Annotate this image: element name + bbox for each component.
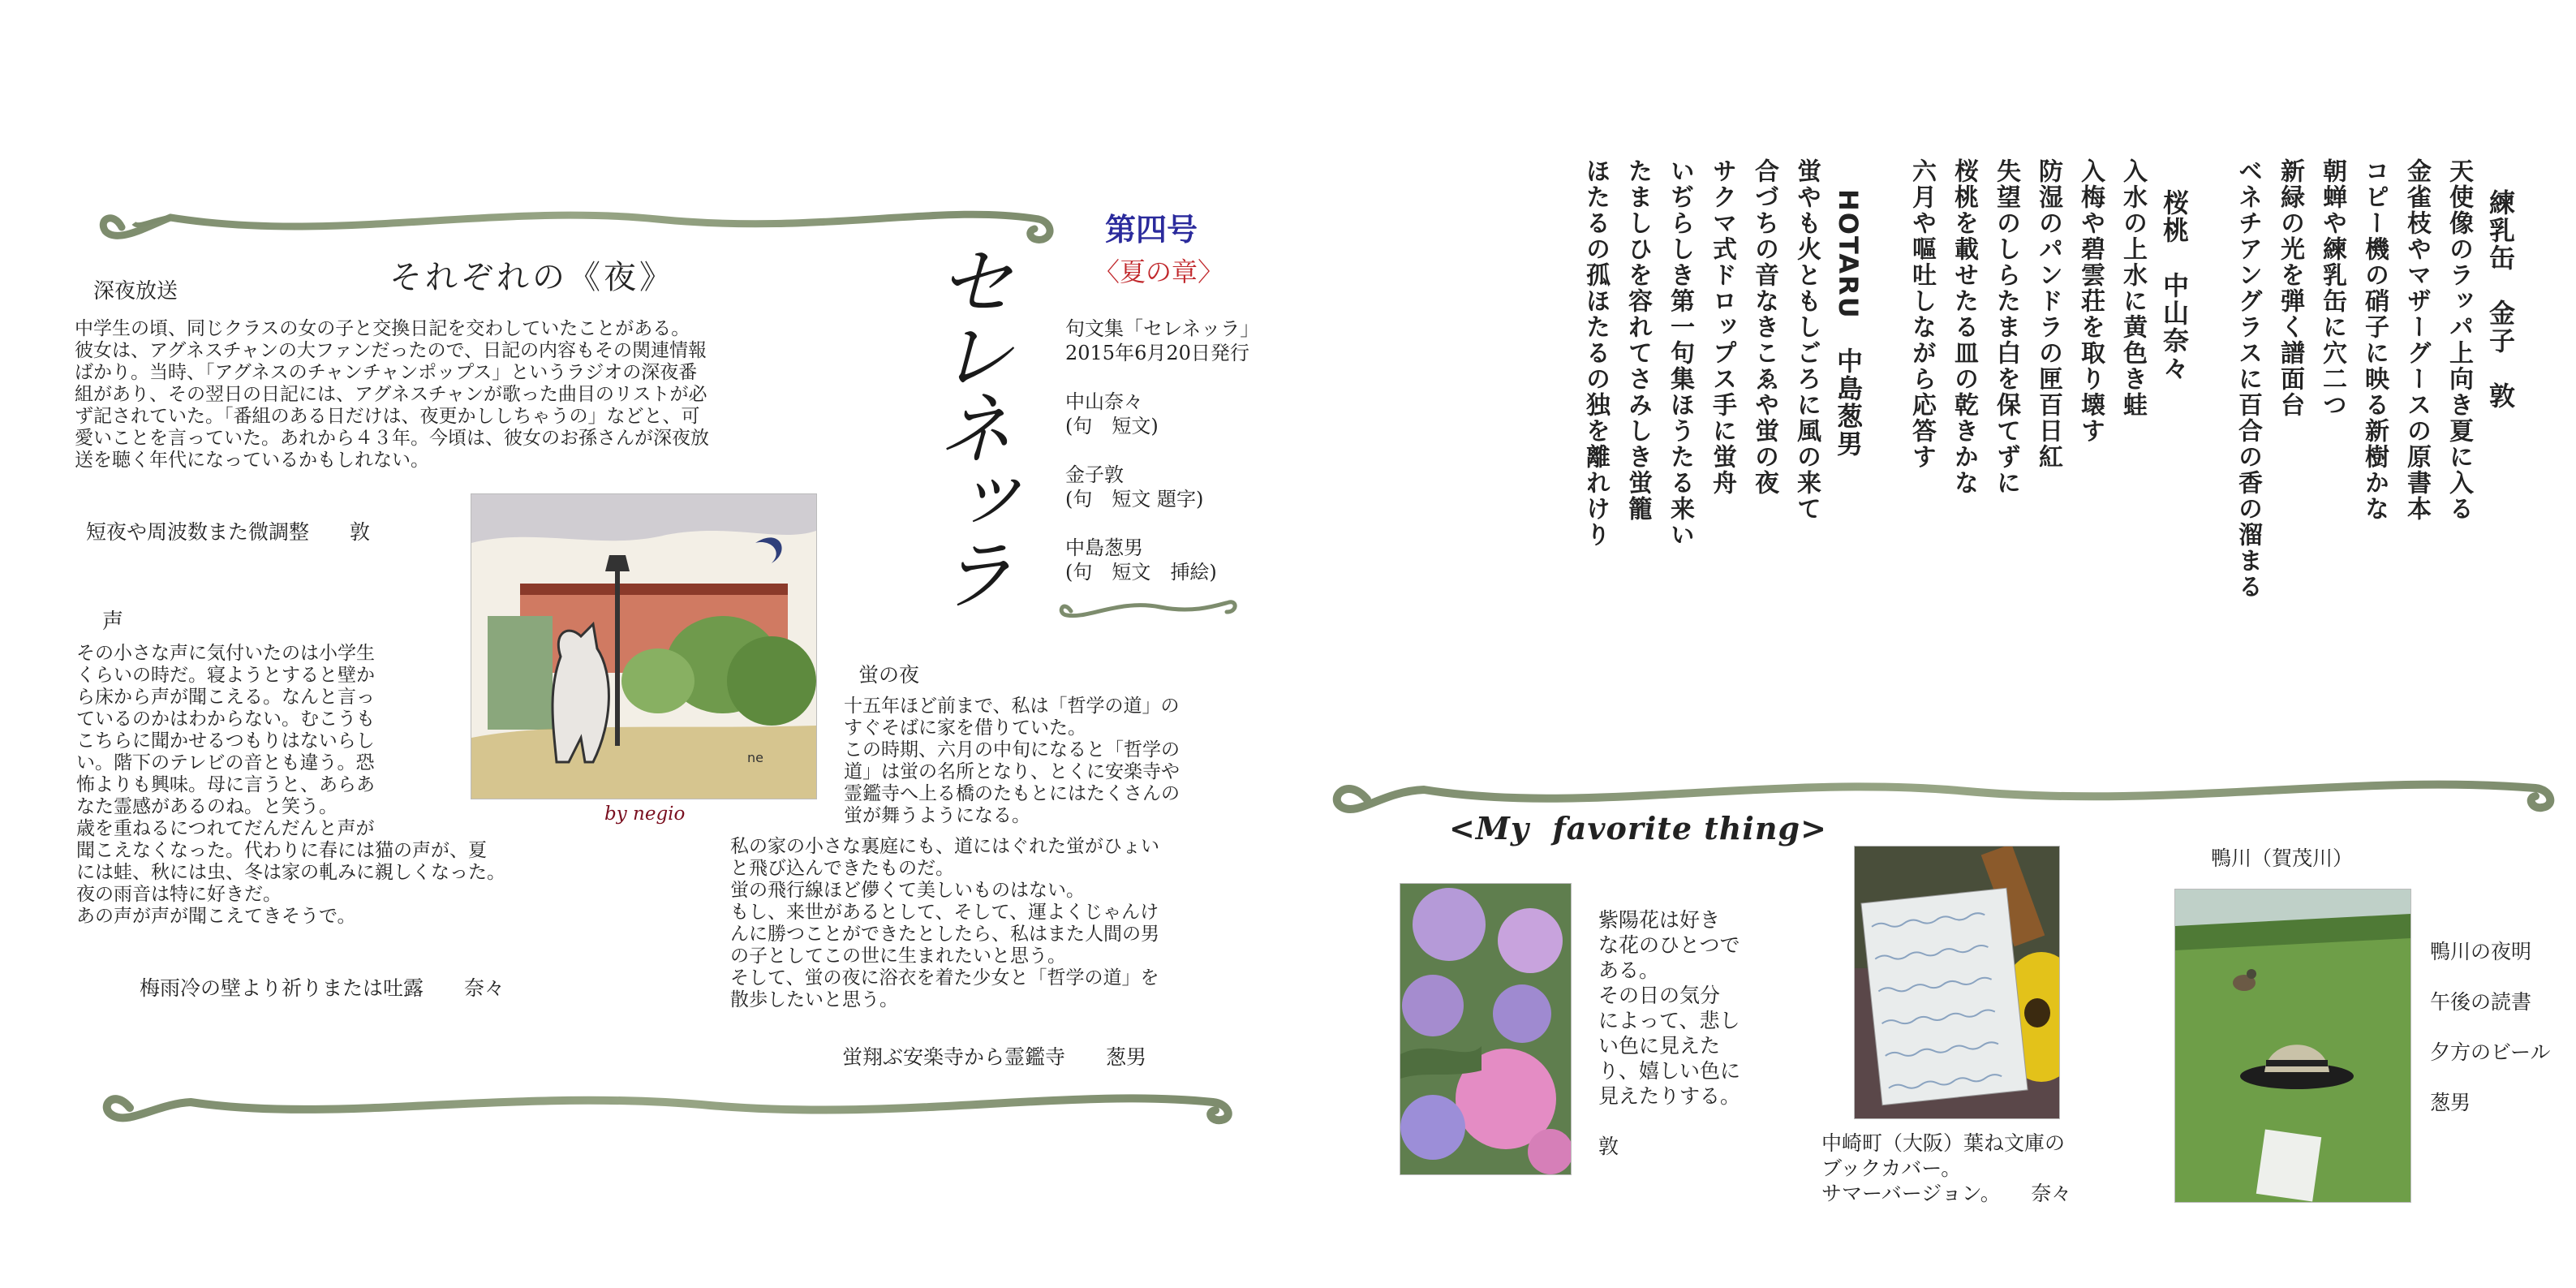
haiku-series-title: 練乳缶 金子 敦 — [2485, 189, 2516, 410]
section3-haiku: 蛍翔ぶ安楽寺から霊鑑寺 葱男 — [842, 1045, 1147, 1069]
haiku-verse: サクマ式ドロップス手に蛍舟 — [1708, 158, 1736, 496]
item1-line: によって、悲し — [1598, 1009, 1740, 1032]
item1-author: 敦 — [1598, 1135, 1619, 1158]
item1-line: ある。 — [1598, 958, 1660, 982]
item3-line: 夕方のビール — [2430, 1040, 2551, 1064]
section2-line: なた霊感があるのね。と笑う。 — [76, 796, 338, 817]
haiku-verse: コピー機の硝子に映る新樹かな — [2360, 158, 2389, 522]
favorites-heading: <My favorite thing> — [1449, 810, 1827, 846]
haiku-verse: 新緑の光を弾く譜面台 — [2276, 158, 2304, 418]
section1-line: ず記されていた。「番組のある日だけは、夜更かししちゃうの」などと、可 — [75, 406, 700, 427]
section2-line: あの声が声が聞こえてきそうで。 — [76, 906, 356, 927]
illustration-caption: by negio — [604, 803, 686, 825]
section3-line: 私の家の小さな裏庭にも、道にはぐれた蛍がひょい — [730, 836, 1159, 857]
bookcover-photo — [1854, 846, 2060, 1119]
haiku-series-title: 桜桃 中山奈々 — [2159, 189, 2190, 382]
section1-line: 愛いことを言っていた。あれから４３年。今頃は、彼女のお孫さんが深夜放 — [75, 428, 709, 449]
issue-number: 第四号 — [1105, 212, 1198, 248]
item1-line: な花のひとつで — [1598, 933, 1740, 957]
item3-line: 鴨川の夜明 — [2430, 940, 2532, 963]
haiku-verse: 天使像のラッパ上向き夏に入る — [2445, 158, 2473, 522]
haiku-verse: 金雀枝やマザーグースの原書本 — [2402, 158, 2431, 522]
item1-line: り、嬉しい色に — [1598, 1059, 1741, 1083]
section-heading-shinya: 深夜放送 — [93, 279, 178, 304]
item3-text — [2430, 927, 2551, 1128]
section2-line: 夜の雨音は特に好きだ。 — [76, 884, 282, 905]
haiku-verse: 桜桃を載せたる皿の乾きかな — [1950, 158, 1978, 496]
haiku-verse: 合づちの音なきこゑや蛍の夜 — [1750, 158, 1778, 496]
section2-body-narrow — [76, 643, 458, 840]
haiku-verse: 六月や嘔吐しながら応答す — [1907, 158, 1936, 470]
section1-line: 彼女は、アグネスチャンの大ファンだったので、日記の内容もその関連情報 — [75, 340, 707, 361]
section2-line: には蛙、秋には虫、冬は家の軋みに親しくなった。 — [76, 862, 505, 883]
haiku-verse: 入梅や碧雲荘を取り壊す — [2076, 158, 2105, 444]
section2-line: ら床から声が聞こえる。なんと言っ — [76, 687, 375, 708]
credit-name: 金子敦 — [1065, 463, 1124, 486]
section3-line: 蛍の飛行線ほど儚くて美しいものはない。 — [730, 880, 1085, 901]
section3-line: 霊鑑寺へ上る橋のたもとにはたくさんの — [844, 783, 1180, 804]
item2-line: ブックカバー。 — [1821, 1157, 1962, 1180]
section3-line: すぐそばに家を借りていた。 — [844, 717, 1086, 739]
section2-line: 怖よりも興味。母に言うと、あらあ — [76, 774, 375, 795]
column-gap — [1863, 158, 1894, 678]
kamogawa-photo — [2174, 889, 2411, 1203]
haiku-verse: 朝蝉や練乳缶に穴二つ — [2318, 158, 2346, 418]
credit-role: (句 短文 挿絵) — [1065, 561, 1217, 584]
cat-illustration — [471, 493, 817, 799]
section1-haiku: 短夜や周波数また微調整 敦 — [86, 520, 371, 544]
haiku-columns — [1363, 158, 2515, 678]
section3-line: そして、蛍の夜に浴衣を着た少女と「哲学の道」を — [730, 967, 1159, 989]
collection-name: 句文集「セレネッラ」 — [1065, 317, 1260, 340]
section-heading-koe: 声 — [102, 610, 124, 634]
haiku-verse: 失望のしらたま白を保てずに — [1992, 158, 2020, 496]
section1-line: 送を聴く年代になっているかもしれない。 — [75, 450, 429, 471]
section3-body-narrow — [844, 696, 1266, 827]
section1-line: ばかり。当時、「アグネスのチャンチャンポップス」というラジオの深夜番 — [75, 362, 698, 383]
section3-line: この時期、六月の中旬になると「哲学の — [844, 739, 1180, 760]
section3-body-wide — [730, 836, 1266, 1011]
haiku-verse: 入水の上水に黄色き蛙 — [2118, 158, 2147, 418]
section2-line: い。階下のテレビの音とも違う。恐 — [76, 752, 375, 773]
item1-text — [1598, 907, 1740, 1159]
haiku-verse: ベネチアングラスに百合の香の溜まる — [2234, 158, 2262, 600]
haiku-verse: ほたるの孤ほたるの独を離れけり — [1581, 158, 1610, 548]
item3-line: 葱男 — [2430, 1091, 2471, 1114]
section2-line: ているのかはわからない。むこうも — [76, 709, 375, 730]
calligraphy-title: セレネッラ — [924, 242, 1015, 607]
essay-title: それぞれの《夜》 — [389, 259, 675, 296]
item2-text — [1821, 1131, 2071, 1206]
haiku-verse: たましひを容れてさみしき蛍籠 — [1623, 158, 1652, 522]
haiku-verse: いぢらしき第一句集ほうたる来い — [1666, 158, 1694, 548]
section1-line: 中学生の頃、同じクラスの女の子と交換日記を交わしていたことがある。 — [75, 318, 690, 339]
section2-haiku: 梅雨冷の壁より祈りまたは吐露 奈々 — [140, 976, 505, 1000]
section3-line: 散歩したいと思う。 — [730, 989, 898, 1010]
item3-line: 午後の読書 — [2430, 990, 2532, 1014]
item1-line: い色に見えた — [1598, 1034, 1721, 1058]
section1-body — [75, 318, 854, 472]
publish-date: 2015年6月20日発行 — [1065, 342, 1249, 364]
section3-line: の子としてこの世に生まれたいと思う。 — [730, 946, 1066, 967]
svg-text:ne: ne — [747, 750, 763, 765]
section3-line: んに勝つことができたとしたら、私はまた人間の男 — [730, 924, 1159, 945]
section3-line: 蛍が舞うようになる。 — [844, 805, 1030, 826]
item1-line: 紫陽花は好き — [1598, 908, 1721, 932]
masthead-info — [1065, 317, 1259, 584]
section3-line: もし、来世があるとして、そして、運よくじゃんけ — [730, 902, 1159, 923]
column-gap — [2189, 158, 2220, 678]
section1-line: 組があり、その翌日の日記には、アグネスチャンが歌った曲目のリストが必 — [75, 384, 707, 405]
section2-line: くらいの時だ。寝ようとすると壁か — [76, 665, 375, 686]
credit-name: 中島葱男 — [1065, 536, 1143, 559]
small-ornament — [1055, 591, 1241, 623]
season-label: 〈夏の章〉 — [1094, 256, 1224, 287]
section2-line: こちらに聞かせるつもりはないらし — [76, 730, 375, 752]
top-left-ornament — [89, 195, 1063, 252]
section3-line: 道」は蛍の名所となり、とくに安楽寺や — [844, 761, 1180, 782]
haiku-verse: 蛍やも火ともしごろに風の来て — [1792, 158, 1821, 522]
haiku-series-title: HOTARU 中島葱男 — [1833, 189, 1864, 458]
section2-line: 聞こえなくなった。代わりに春には猫の声が、夏 — [76, 840, 487, 861]
item1-line: 見えたりする。 — [1598, 1084, 1741, 1108]
bottom-left-ornament — [93, 1079, 1245, 1128]
item3-title: 鴨川（賀茂川） — [2211, 846, 2354, 870]
credit-role: (句 短文 題字) — [1065, 488, 1204, 510]
section2-body-wide — [76, 840, 596, 928]
credit-name: 中山奈々 — [1065, 390, 1143, 413]
haiku-verse: 防湿のパンドラの匣百日紅 — [2034, 158, 2062, 470]
hydrangea-photo — [1400, 883, 1572, 1175]
item2-line: 中崎町（大阪）葉ね文庫の — [1821, 1131, 2066, 1155]
item2-line: サマーバージョン。 奈々 — [1821, 1182, 2072, 1205]
section-heading-hotaru: 蛍の夜 — [858, 663, 920, 687]
section2-line: その小さな声に気付いたのは小学生 — [76, 643, 375, 664]
section3-line: と飛び込んできたものだ。 — [730, 858, 954, 879]
section3-line: 十五年ほど前まで、私は「哲学の道」の — [844, 696, 1180, 717]
credit-role: (句 短文) — [1065, 415, 1159, 437]
item1-line: その日の気分 — [1598, 984, 1721, 1007]
section2-line: 歳を重ねるにつれてだんだんと声が — [76, 818, 375, 839]
